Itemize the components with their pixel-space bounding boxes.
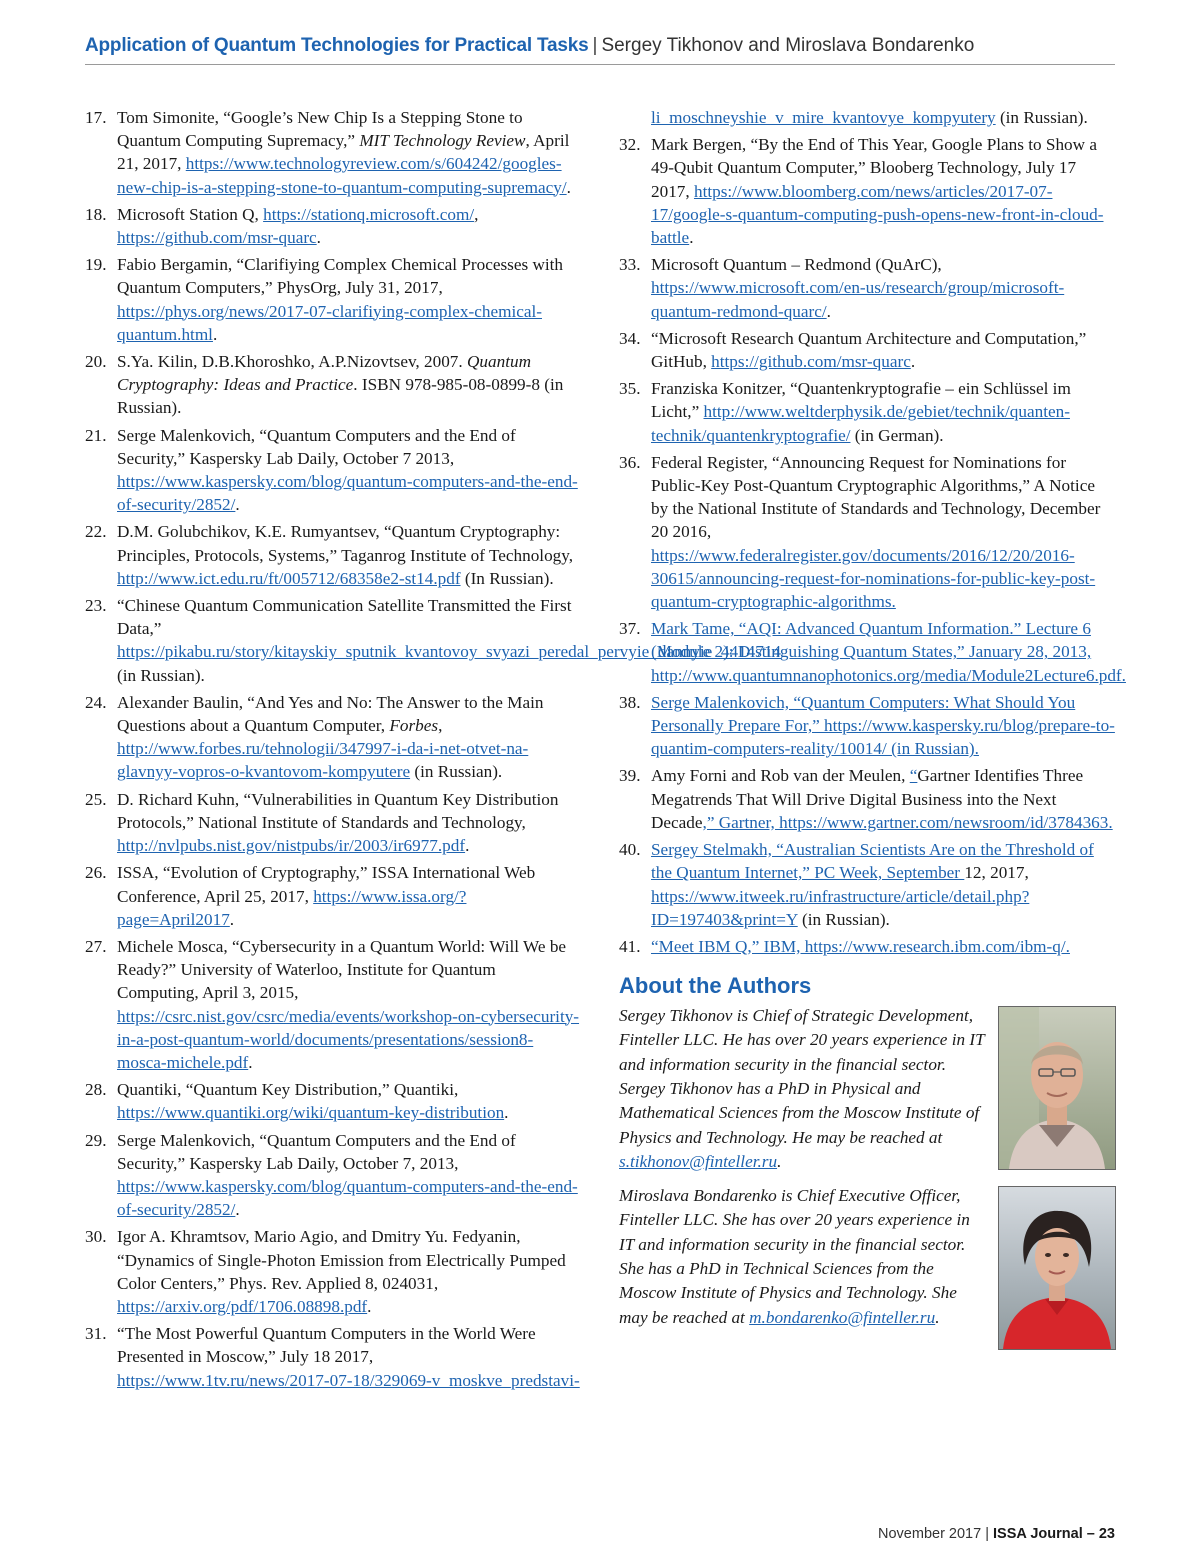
email-link-bondarenko[interactable]: m.bondarenko@finteller.ru [749, 1307, 936, 1327]
reference-item [619, 133, 1116, 249]
reference-link[interactable]: https://www.kaspersky.com/blog/quantum-computers-and-the-end-of-security/2852/ [117, 472, 578, 515]
reference-text: 12, 2017, [964, 863, 1029, 883]
reference-number: 35. [619, 379, 641, 399]
reference-text: D.M. Golubchikov, K.E. Rumyantsev, “Quantum Cryptography: Principles, Protocols, Systems,” Taganrog Institute of Technology, [117, 522, 574, 565]
reference-item [619, 451, 1116, 613]
bio-bondarenko-text: Miroslava Bondarenko is Chief Executive Officer, Finteller LLC. She has over 20 years experience in IT and information security in the financial sector. She has a PhD in Technical Sciences from the Moscow Institute of Physics and Technology. She may be reached at [619, 1186, 970, 1327]
portrait-woman-image [999, 1187, 1115, 1349]
reference-item [619, 617, 1126, 687]
reference-number: 18. [85, 204, 107, 224]
reference-number: 21. [85, 425, 107, 445]
reference-item [85, 350, 580, 420]
reference-link[interactable]: https://phys.org/news/2017-07-clarifiying-complex-chemical-quantum.html [117, 301, 542, 344]
reference-text: , [438, 716, 443, 736]
reference-text: (in Russian). [797, 909, 890, 929]
reference-text: (in Russian). [117, 665, 205, 685]
reference-item [85, 1078, 580, 1124]
reference-link[interactable]: li_moschneyshie_v_mire_kvantovye_kompyutery [651, 108, 996, 127]
reference-link[interactable]: https://www.federalregister.gov/documents/2016/12/20/2016-30615/announcing-request-for-nominations-for-public-key-post-quantum-cryptographic-algorithms. [651, 545, 1096, 612]
reference-item [619, 377, 1116, 447]
reference-item [85, 861, 580, 931]
reference-text: Serge Malenkovich, “Quantum Computers and the End of Security,” Kaspersky Lab Daily, October 7 2013, [117, 425, 516, 468]
reference-item [619, 691, 1116, 761]
reference-text: Amy Forni and Rob van der Meulen, [651, 766, 910, 786]
reference-link[interactable]: https://www.technologyreview.com/s/604242/googles-new-chip-is-a-stepping-stone-to-quantum-computing-supremacy/ [117, 154, 567, 197]
reference-item [85, 253, 580, 346]
reference-item [85, 1322, 580, 1392]
reference-text: Franziska Konitzer, “Quantenkryptografie – ein Schlüssel im Licht,” [651, 379, 1071, 422]
reference-text: . [826, 301, 831, 321]
journal-page-number: ISSA Journal – 23 [993, 1526, 1115, 1542]
reference-link[interactable]: “ [909, 766, 918, 786]
reference-number: 38. [619, 692, 641, 712]
reference-link[interactable]: Mark Tame, “AQI: Advanced Quantum Information.” Lecture 6 (Module 2): Distinguishing Quantum States,” January 28, 2013, http://www.quantumnanophotonics.org/media/Module2Lecture6.pdf. [651, 619, 1126, 685]
reference-link[interactable]: http://www.ict.edu.ru/ft/005712/68358e2-st14.pdf [117, 568, 461, 588]
publication-title: Quantum Cryptography: Ideas and Practice [117, 352, 531, 395]
reference-text: . [229, 909, 235, 929]
reference-text: . [504, 1103, 509, 1123]
reference-text: . [689, 228, 694, 248]
reference-number: 31. [85, 1324, 107, 1344]
reference-link[interactable]: https://www.kaspersky.com/blog/quantum-computers-and-the-end-of-security/2852/ [117, 1176, 578, 1220]
reference-number: 24. [85, 692, 107, 712]
reference-link[interactable]: https://www.1tv.ru/news/2017-07-18/329069-v_moskve_predstavi- [117, 1370, 580, 1390]
reference-text: (in German). [850, 425, 944, 445]
reference-31-continuation [619, 106, 1116, 129]
reference-number: 25. [85, 789, 107, 809]
reference-text: . [248, 1052, 253, 1072]
reference-text: Quantiki, “Quantum Key Distribution,” Quantiki, [117, 1080, 459, 1100]
reference-item [85, 1129, 580, 1222]
article-authors: Sergey Tikhonov and Miroslava Bondarenko [601, 35, 975, 56]
reference-link[interactable]: https://csrc.nist.gov/csrc/media/events/workshop-on-cybersecurity-in-a-post-quantum-world/documents/presentations/session8-mosca-michele.pdf [117, 1006, 580, 1072]
reference-link[interactable]: https://www.quantiki.org/wiki/quantum-key-distribution [117, 1103, 505, 1123]
reference-link[interactable]: “Meet IBM Q,” IBM, https://www.research.ibm.com/ibm-q/. [651, 936, 1070, 956]
reference-text: D. Richard Kuhn, “Vulnerabilities in Quantum Key Distribution Protocols,” National Institute of Standards and Technology, [117, 789, 559, 832]
reference-text: Tom Simonite, “Google’s New Chip Is a Stepping Stone to Quantum Computing Supremacy,” [117, 108, 523, 151]
author-bio-bondarenko [619, 1184, 1116, 1330]
reference-number: 39. [619, 766, 641, 786]
portrait-man-image [999, 1007, 1115, 1169]
author-photo-tikhonov [998, 1006, 1116, 1170]
reference-text: , April 21, 2017, [117, 131, 570, 174]
publication-title: Forbes [389, 716, 439, 736]
reference-text: . [910, 352, 916, 372]
reference-number: 17. [85, 108, 107, 127]
reference-text: . [235, 1200, 240, 1220]
reference-number: 28. [85, 1080, 107, 1100]
reference-text: S.Ya. Kilin, D.B.Khoroshko, A.P.Nizovtsev, 2007. [117, 352, 467, 372]
reference-text: (in Russian). [995, 108, 1088, 127]
reference-item [85, 520, 580, 590]
reference-item [619, 327, 1116, 373]
reference-text: “The Most Powerful Quantum Computers in the World Were Presented in Moscow,” July 18 2017, [117, 1324, 536, 1367]
reference-item [619, 838, 1116, 931]
reference-number: 36. [619, 452, 641, 472]
bio-bondarenko-end: . [935, 1307, 940, 1327]
reference-text: Michele Mosca, “Cybersecurity in a Quantum World: Will We be Ready?” University of Waterloo, Institute for Quantum Computing, April 3, 2015, [117, 936, 567, 1003]
reference-text: . [566, 177, 571, 197]
reference-link[interactable]: https://www.microsoft.com/en-us/research/group/microsoft-quantum-redmond-quarc/ [651, 278, 1065, 321]
right-column [619, 106, 1126, 1354]
reference-item [619, 935, 1116, 958]
header-rule [85, 64, 1115, 65]
reference-item [619, 764, 1116, 834]
reference-item [85, 203, 580, 249]
reference-number: 27. [85, 936, 107, 956]
reference-text: , [474, 204, 479, 224]
reference-number: 40. [619, 840, 641, 860]
reference-item [85, 106, 580, 199]
about-authors-heading: About the Authors [619, 973, 812, 999]
reference-link[interactable]: https://www.bloomberg.com/news/articles/2017-07-17/google-s-quantum-computing-push-opens-new-front-in-cloud-battle [651, 181, 1104, 248]
reference-text: ISSA, “Evolution of Cryptography,” ISSA International Web Conference, April 25, 2017, [117, 863, 536, 906]
running-header [85, 34, 1115, 58]
reference-text: Microsoft Quantum – Redmond (QuArC), [651, 255, 942, 275]
reference-link[interactable]: Sergey Stelmakh, “Australian Scientists Are on the Threshold of the Quantum Internet,” PC Week, September [651, 840, 1094, 883]
reference-number: 34. [619, 328, 641, 348]
reference-text: Serge Malenkovich, “Quantum Computers and the End of Security,” Kaspersky Lab Daily, October 7, 2013, [117, 1130, 516, 1173]
reference-text: . [235, 495, 240, 515]
reference-number: 23. [85, 596, 107, 616]
email-link-tikhonov[interactable]: s.tikhonov@finteller.ru [619, 1151, 778, 1171]
reference-text: (in Russian). [410, 762, 503, 782]
reference-text: Federal Register, “Announcing Request for Nominations for Public-Key Post-Quantum Cryptographic Algorithms,” A Notice by the National Institute of Standards and Technology, December 20 2016, [651, 452, 1101, 542]
article-title: Application of Quantum Technologies for Practical Tasks [85, 35, 589, 56]
reference-number: 37. [619, 619, 641, 639]
reference-text: Fabio Bergamin, “Clarifiying Complex Chemical Processes with Quantum Computers,” PhysOrg, July 31, 2017, [117, 255, 564, 298]
reference-text: Alexander Baulin, “And Yes and No: The Answer to the Main Questions about a Quantum Computer, [117, 692, 544, 736]
reference-text: Microsoft Station Q, [117, 204, 264, 224]
reference-text: (In Russian). [460, 568, 554, 588]
author-photo-bondarenko [998, 1186, 1116, 1350]
reference-item [85, 935, 580, 1074]
reference-link[interactable]: https://github.com/msr-quarc [711, 352, 911, 372]
reference-number: 19. [85, 255, 107, 275]
reference-item [85, 424, 580, 517]
author-bio-tikhonov [619, 1004, 1116, 1174]
reference-link[interactable]: Serge Malenkovich, “Quantum Computers: What Should You Personally Prepare For,” https://www.kaspersky.ru/blog/prepare-to-quantim-computers-reality/10014/ (in Russian). [651, 692, 1115, 759]
reference-link[interactable]: https://www.itweek.ru/infrastructure/article/detail.php?ID=197403&print=Y [651, 886, 1030, 929]
reference-text: “Microsoft Research Quantum Architecture and Computation,” GitHub, [651, 328, 1087, 372]
reference-link[interactable]: https://www.issa.org/?page=April2017 [117, 886, 467, 929]
reference-text: . [367, 1296, 372, 1316]
reference-link[interactable]: ,” Gartner, https://www.gartner.com/newsroom/id/3784363. [702, 812, 1113, 832]
footer-separator: | [985, 1526, 989, 1542]
reference-item [85, 691, 580, 784]
reference-text: . [316, 228, 321, 248]
reference-link[interactable]: https://github.com/msr-quarc [117, 228, 317, 248]
bio-tikhonov-end: . [777, 1151, 782, 1171]
reference-text: “Chinese Quantum Communication Satellite Transmitted the First Data,” [117, 596, 572, 639]
reference-text: Igor A. Khramtsov, Mario Agio, and Dmitry Yu. Fedyanin, “Dynamics of Single-Photon Emission from Electrically Pumped Color Centers,” Phys. Rev. Applied 8, 024031, [117, 1227, 566, 1293]
reference-number: 22. [85, 522, 107, 542]
reference-number: 26. [85, 863, 107, 883]
reference-number: 30. [85, 1227, 107, 1247]
reference-link[interactable]: https://stationq.microsoft.com/ [263, 204, 475, 224]
reference-number: 41. [619, 936, 641, 956]
page-footer [878, 1526, 1115, 1542]
reference-number: 32. [619, 135, 641, 155]
reference-item [85, 1225, 580, 1318]
reference-text: Gartner Identifies Three Megatrends That Will Drive Digital Business into the Next Decade [651, 766, 1084, 832]
reference-link[interactable]: https://arxiv.org/pdf/1706.08898.pdf [117, 1296, 368, 1316]
reference-number: 20. [85, 352, 107, 372]
reference-number: 33. [619, 255, 641, 275]
reference-link[interactable]: http://www.weltderphysik.de/gebiet/technik/quanten-technik/quantenkryptografie/ [651, 402, 1070, 445]
publication-title: MIT Technology Review [359, 131, 526, 151]
header-separator: | [592, 35, 598, 56]
issue-date: November 2017 [878, 1526, 982, 1542]
reference-link[interactable]: http://nvlpubs.nist.gov/nistpubs/ir/2003/ir6977.pdf [117, 836, 466, 856]
reference-text: Mark Bergen, “By the End of This Year, Google Plans to Show a 49-Qubit Quantum Computer,” Blooberg Technology, July 17 2017, [651, 135, 1097, 201]
bio-tikhonov-text: Sergey Tikhonov is Chief of Strategic Development, Finteller LLC. He has over 20 years experience in IT and information security in the financial sector. Sergey Tikhonov has a PhD in Physical and Mathematical Sciences from the Moscow Institute of Physics and Technology. He may be reached at [619, 1006, 985, 1147]
reference-number: 29. [85, 1130, 107, 1150]
reference-link[interactable]: https://pikabu.ru/story/kitayskiy_sputnik_kvantovoy_svyazi_peredal_pervyie_dannyie_4414714 [117, 642, 782, 662]
reference-text: . [465, 836, 470, 856]
reference-link[interactable]: http://www.forbes.ru/tehnologii/347997-i-da-i-net-otvet-na-glavnyy-vopros-o-kvantovom-kompyutere [117, 739, 529, 782]
reference-item [619, 253, 1116, 323]
reference-text: . ISBN 978-985-08-0899-8 (in Russian). [117, 375, 564, 418]
reference-text: . [212, 324, 218, 344]
reference-item [85, 788, 580, 858]
reference-list-right [619, 133, 1126, 958]
